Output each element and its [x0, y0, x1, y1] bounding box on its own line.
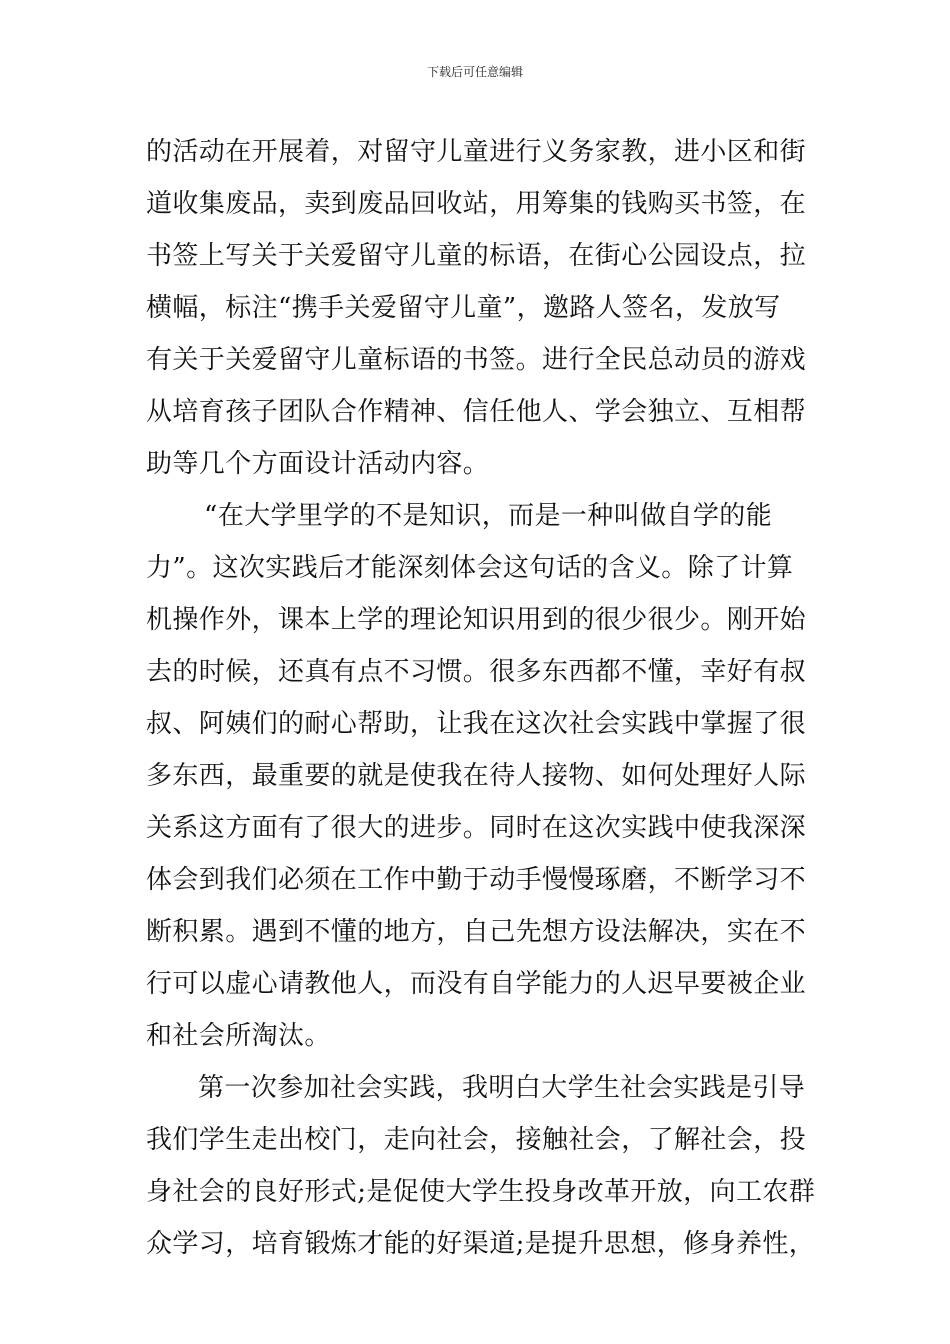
text-line: 第一次参加社会实践，我明白大学生社会实践是引导: [198, 1073, 806, 1103]
text-line: 从培育孩子团队合作精神、信任他人、学会独立、互相帮: [146, 397, 807, 427]
paragraph-1: [146, 126, 806, 490]
text-line: 多东西，最重要的就是使我在待人接物、如何处理好人际: [146, 761, 807, 791]
text-line: 助等几个方面设计活动内容。: [146, 449, 490, 479]
text-line: 力”。这次实践后才能深刻体会这句话的含义。除了计算: [146, 553, 794, 583]
text-line: 关系这方面有了很大的进步。同时在这次实践中使我深深: [146, 813, 807, 843]
text-line: 断积累。遇到不懂的地方，自己先想方设法解决，实在不: [146, 917, 807, 947]
text-line: 书签上写关于关爱留守儿童的标语，在街心公园设点，拉: [146, 241, 807, 271]
page-header: 下载后可任意编辑: [426, 65, 523, 79]
paragraph-2: [146, 490, 806, 1062]
text-line: 体会到我们必须在工作中勤于动手慢慢琢磨，不断学习不: [146, 865, 807, 895]
text-line: 我们学生走出校门，走向社会，接触社会，了解社会，投: [146, 1125, 807, 1155]
text-line: 行可以虚心请教他人，而没有自学能力的人迟早要被企业: [146, 969, 807, 999]
text-line: 去的时候，还真有点不习惯。很多东西都不懂，幸好有叔: [146, 657, 807, 687]
text-line: 和社会所淘汰。: [146, 1021, 331, 1051]
text-line: 众学习，培育锻炼才能的好渠道;是提升思想，修身养性，: [146, 1229, 816, 1259]
text-line: “在大学里学的不是知识，而是一种叫做自学的能: [204, 501, 773, 531]
document-body: [146, 126, 816, 1270]
text-line: 叔、阿姨们的耐心帮助，让我在这次社会实践中掌握了很: [146, 709, 807, 739]
text-line: 有关于关爱留守儿童标语的书签。进行全民总动员的游戏: [146, 345, 807, 375]
paragraph-3: [146, 1062, 816, 1270]
text-line: 身社会的良好形式;是促使大学生投身改革开放，向工农群: [146, 1177, 816, 1207]
text-line: 的活动在开展着，对留守儿童进行义务家教，进小区和街: [146, 137, 807, 167]
text-line: 机操作外，课本上学的理论知识用到的很少很少。刚开始: [146, 605, 807, 635]
text-line: 横幅，标注“携手关爱留守儿童”，邀路人签名，发放写: [146, 293, 781, 323]
text-line: 道收集废品，卖到废品回收站，用筹集的钱购买书签，在: [146, 189, 807, 219]
